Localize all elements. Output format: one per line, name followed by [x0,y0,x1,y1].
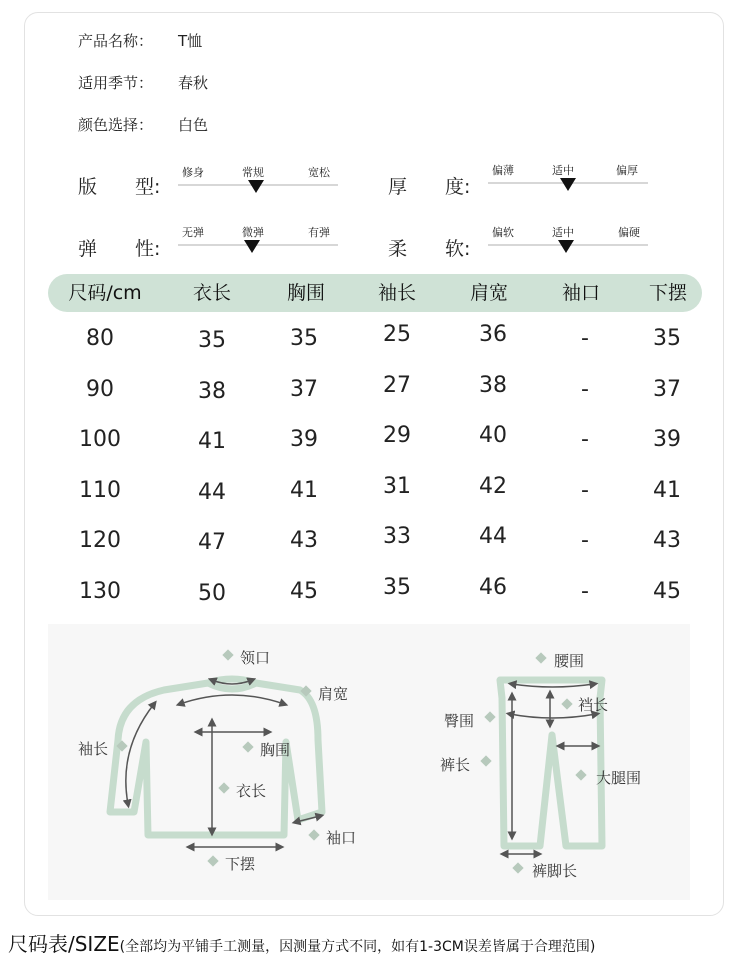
column-header: 下摆 [648,282,688,304]
table-cell: 27 [383,373,411,398]
label-waist: 腰围 [554,652,585,670]
label-cuff: 袖口 [326,829,357,847]
elasticity-label: 弹 性: [78,238,161,260]
table-cell: 41 [653,478,681,503]
table-cell: 35 [383,575,411,600]
label-pants-length: 裤长 [440,756,471,774]
table-cell: - [581,326,589,351]
table-cell: 45 [653,579,681,604]
table-cell: 35 [653,326,681,351]
table-cell: 37 [290,377,318,402]
table-cell: 43 [653,528,681,553]
table-cell: 50 [198,581,226,606]
label-sleeve: 袖长 [78,740,109,758]
table-cell: 130 [79,579,121,604]
table-cell: - [581,579,589,604]
table-cell: 47 [198,530,226,555]
info-value: 白色 [178,116,209,134]
table-cell: 90 [86,377,114,402]
elasticity-option: 微弹 [242,226,264,239]
thickness-option: 偏厚 [616,164,638,177]
label-length: 衣长 [236,782,267,800]
shirt-icon [110,679,322,835]
thickness-label: 厚 度: [388,176,471,198]
table-cell: 33 [383,524,411,549]
table-cell: 25 [383,322,411,347]
table-cell: 38 [479,373,507,398]
table-cell: 110 [79,478,121,503]
table-cell: 44 [198,480,226,505]
footer-note: (全部均为平铺手工测量，因测量方式不同，如有1-3CM误差皆属于合理范围) [119,939,596,955]
info-value: 春秋 [178,74,209,92]
table-cell: 44 [479,524,507,549]
shoulder-arrow [180,695,284,704]
column-header: 衣长 [192,282,232,304]
table-cell: - [581,377,589,402]
table-cell: - [581,427,589,452]
table-cell: 80 [86,326,114,351]
softness-option: 偏硬 [618,226,640,239]
info-key: 产品名称： [78,32,154,50]
column-header: 胸围 [286,282,326,304]
label-leg-opening: 裤脚长 [532,862,578,880]
table-cell: 35 [290,326,318,351]
size-footer [8,928,595,957]
info-key: 颜色选择： [78,116,154,134]
label-hem: 下摆 [225,855,256,873]
elasticity-option: 无弹 [182,226,204,239]
table-cell: 120 [79,528,121,553]
info-key: 适用季节： [78,74,154,92]
table-cell: 41 [198,429,226,454]
thickness-option: 适中 [552,164,574,177]
table-cell: 46 [479,575,507,600]
softness-option: 适中 [552,226,574,239]
table-cell: 42 [479,474,507,499]
info-value: T恤 [178,32,203,50]
fit-label: 版 型: [78,176,161,198]
column-header: 袖长 [377,282,417,304]
fit-option: 宽松 [308,166,330,179]
table-cell: - [581,528,589,553]
column-header: 肩宽 [469,282,509,304]
footer-title: 尺码表/SIZE [8,932,120,956]
softness-label: 柔 软: [388,238,471,260]
column-header: 袖口 [561,282,601,304]
table-cell: 39 [653,427,681,452]
label-crotch: 裆长 [578,696,609,714]
table-cell: 36 [479,322,507,347]
thickness-option: 偏薄 [492,164,514,177]
table-cell: 40 [479,423,507,448]
table-cell: 43 [290,528,318,553]
table-cell: 31 [383,474,411,499]
table-cell: 41 [290,478,318,503]
table-cell: 39 [290,427,318,452]
table-cell: 35 [198,328,226,353]
fit-option: 常规 [242,166,264,179]
table-cell: 37 [653,377,681,402]
table-cell: 100 [79,427,121,452]
table-cell: - [581,478,589,503]
table-cell: 38 [198,379,226,404]
label-shoulder: 肩宽 [318,685,349,703]
label-collar: 领口 [240,649,271,667]
label-thigh: 大腿围 [596,769,642,787]
label-hip: 臀围 [444,712,475,730]
fit-option: 修身 [182,166,204,179]
table-cell: 45 [290,579,318,604]
column-header: 尺码/cm [68,282,142,304]
label-chest: 胸围 [260,741,291,759]
table-cell: 29 [383,423,411,448]
softness-option: 偏软 [492,226,514,239]
elasticity-option: 有弹 [308,226,330,239]
waist-arrow [512,684,594,687]
